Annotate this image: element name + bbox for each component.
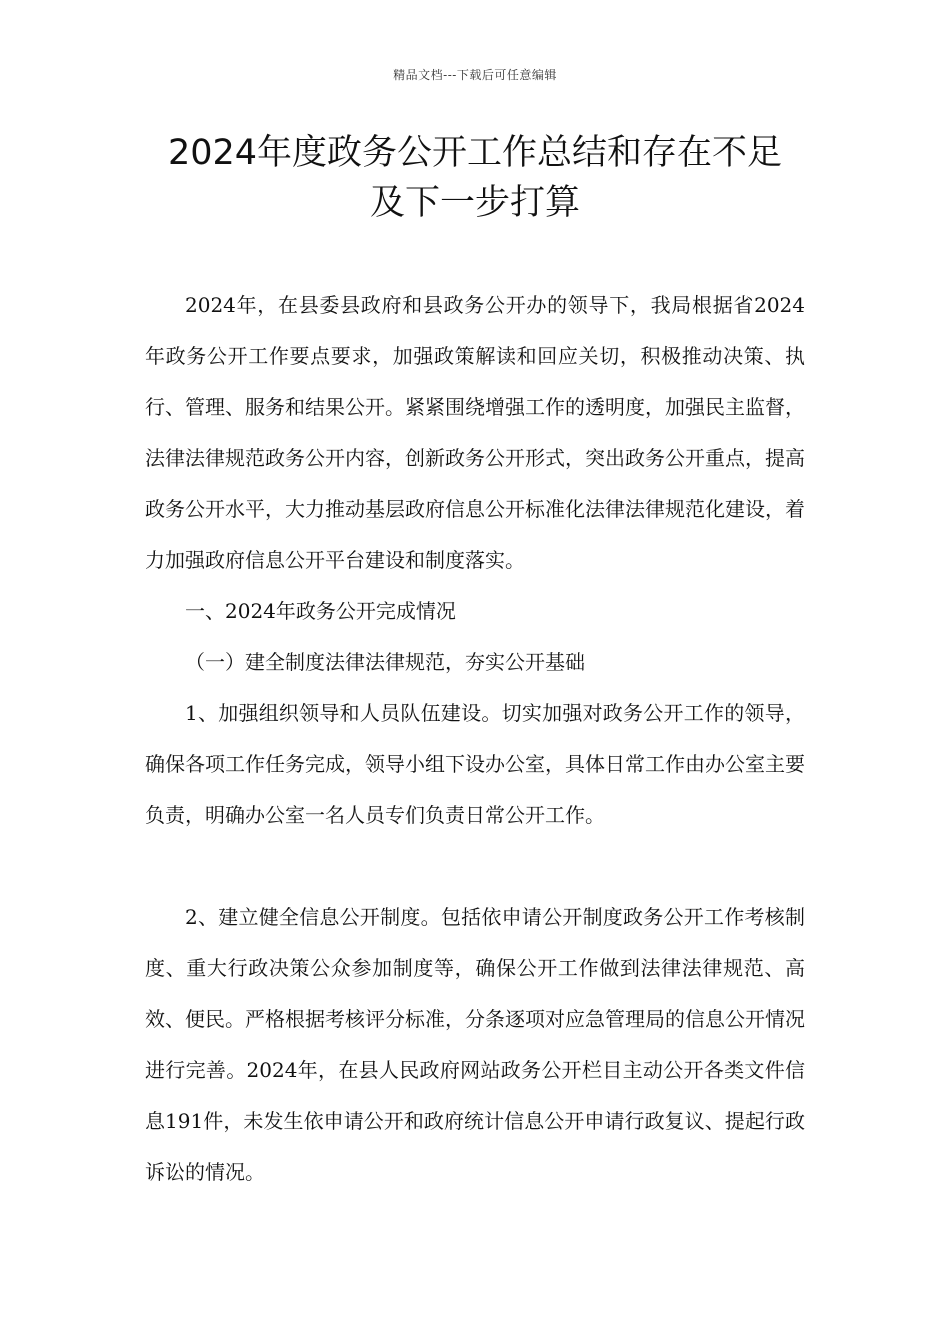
header-note: 精品文档---下载后可任意编辑 [393,68,557,82]
section-heading: 一、2024年政务公开完成情况 [185,599,456,623]
paragraph-item-2: 2、建立健全信息公开制度。包括依申请公开制度政务公开工作考核制度、重大行政决策公众参加制度等，确保公开工作做到法律法律规范、高效、便民。严格根据考核评分标准，分条逐项对应急管理局的信息公开情况进行完善。2024年，在县人民政府网站政务公开栏目主动公开各类文件信息191件，未发生依申请公开和政府统计信息公开申请行政复议、提起行政诉讼的情况。 [145,905,805,1184]
paragraph-intro: 2024年，在县委县政府和县政务公开办的领导下，我局根据省2024年政务公开工作要点要求，加强政策解读和回应关切，积极推动决策、执行、管理、服务和结果公开。紧紧围绕增强工作的透明度，加强民主监督，法律法律规范政务公开内容，创新政务公开形式，突出政务公开重点，提高政务公开水平，大力推动基层政府信息公开标准化法律法律规范化建设，着力加强政府信息公开平台建设和制度落实。 [145,293,805,572]
paragraph-item-1: 1、加强组织领导和人员队伍建设。切实加强对政务公开工作的领导，确保各项工作任务完成，领导小组下设办公室，具体日常工作由办公室主要负责，明确办公室一名人员专们负责日常公开工作。 [145,701,805,827]
title-line-1: 2024年度政务公开工作总结和存在不足 [167,133,783,173]
title-line-2: 及下一步打算 [369,183,580,223]
subsection-heading: （一）建全制度法律法律规范，夯实公开基础 [185,650,585,674]
document-title [120,128,830,228]
document-body [145,280,805,1198]
